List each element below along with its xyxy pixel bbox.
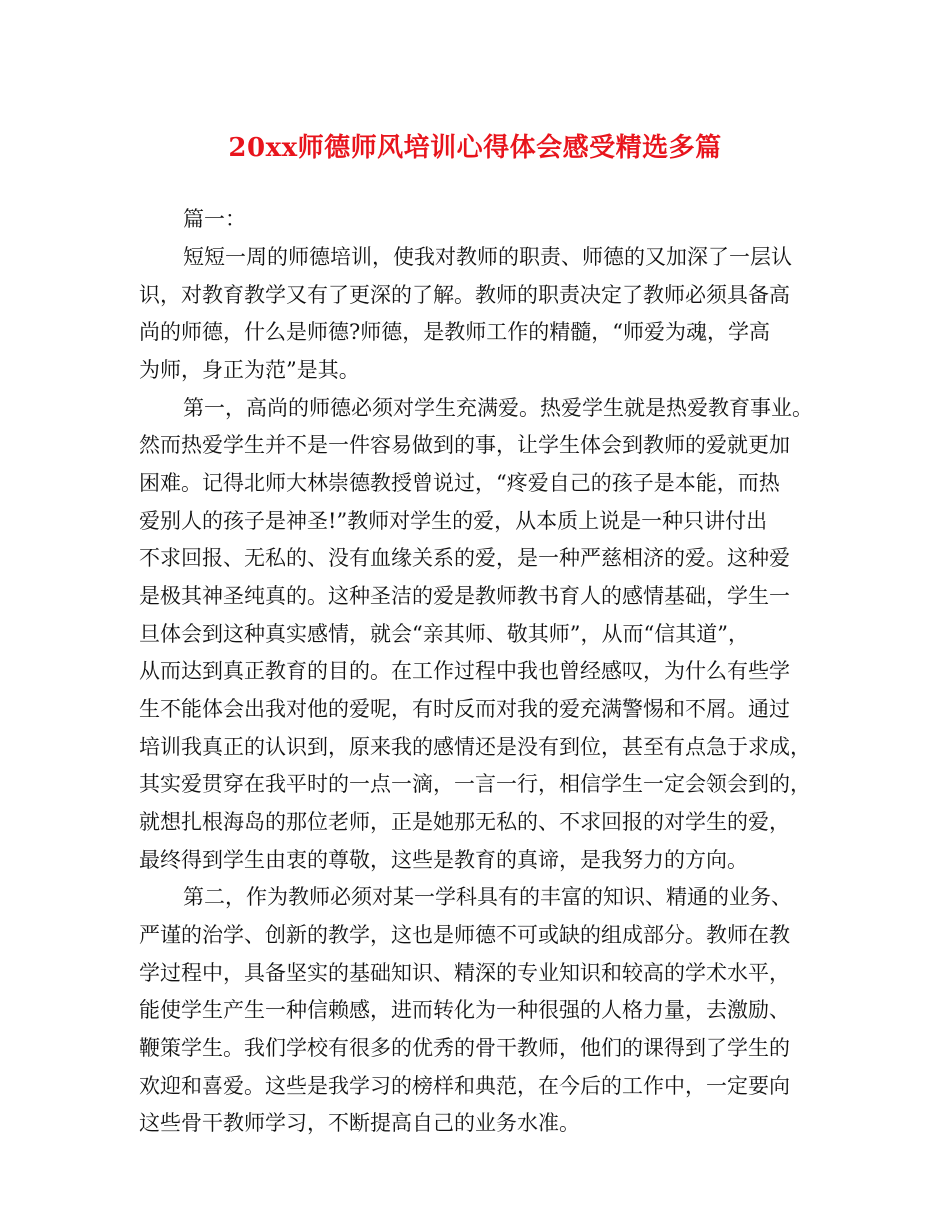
paragraph-line: 鞭策学生。我们学校有很多的优秀的骨干教师，他们的课得到了学生的 — [139, 1036, 790, 1060]
paragraph-line: 这些骨干教师学习，不断提高自己的业务水准。 — [139, 1111, 580, 1135]
paragraph-line: 短短一周的师德培训，使我对教师的职责、师德的又加深了一层认 — [183, 245, 792, 269]
paragraph-line: 就想扎根海岛的那位老师，正是她那无私的、不求回报的对学生的爱， — [139, 810, 790, 834]
paragraph-line: 从而达到真正教育的目的。在工作过程中我也曾经感叹，为什么有些学 — [139, 659, 790, 683]
paragraph-line: 困难。记得北师大林崇德教授曾说过，“疼爱自己的孩子是本能，而热 — [139, 471, 780, 495]
paragraph-line: 识，对教育教学又有了更深的了解。教师的职责决定了教师必须具备高 — [139, 283, 790, 307]
paragraph-line: 第一，高尚的师德必须对学生充满爱。热爱学生就是热爱教育事业。 — [183, 396, 813, 420]
paragraph-line: 培训我真正的认识到，原来我的感情还是没有到位，甚至有点急于求成， — [139, 735, 811, 759]
paragraph-line: 能使学生产生一种信赖感，进而转化为一种很强的人格力量，去激励、 — [139, 998, 790, 1022]
paragraph-line: 其实爱贯穿在我平时的一点一滴，一言一行，相信学生一定会领会到的， — [139, 772, 811, 796]
paragraph-line: 尚的师德，什么是师德?师德，是教师工作的精髓，“师爱为魂，学高 — [139, 320, 770, 344]
paragraph-line: 最终得到学生由衷的尊敬，这些是教育的真谛，是我努力的方向。 — [139, 848, 748, 872]
paragraph-line: 不求回报、无私的、没有血缘关系的爱，是一种严慈相济的爱。这种爱 — [139, 546, 790, 570]
paragraph-line: 欢迎和喜爱。这些是我学习的榜样和典范，在今后的工作中，一定要向 — [139, 1074, 790, 1098]
paragraph-line: 生不能体会出我对他的爱呢，有时反而对我的爱充满警惕和不屑。通过 — [139, 697, 790, 721]
paragraph-line: 是极其神圣纯真的。这种圣洁的爱是教师教书育人的感情基础，学生一 — [139, 584, 790, 608]
paragraph-line: 学过程中，具备坚实的基础知识、精深的专业知识和较高的学术水平， — [139, 961, 790, 985]
paragraph-line: 第二，作为教师必须对某一学科具有的丰富的知识、精通的业务、 — [183, 885, 792, 909]
paragraph-line: 然而热爱学生并不是一件容易做到的事，让学生体会到教师的爱就更加 — [139, 433, 790, 457]
document-title: 20xx师德师风培训心得体会感受精选多篇 — [228, 133, 722, 163]
paragraph-line: 为师，身正为范”是其。 — [139, 358, 360, 382]
paragraph-line: 旦体会到这种真实感情，就会“亲其师、敬其师”，从而“信其道”， — [139, 622, 749, 646]
section-heading-part-one: 篇一： — [183, 207, 246, 231]
paragraph-line: 爱别人的孩子是神圣!”教师对学生的爱，从本质上说是一种只讲付出 — [139, 509, 768, 533]
paragraph-line: 严谨的治学、创新的教学，这也是师德不可或缺的组成部分。教师在教 — [139, 923, 790, 947]
